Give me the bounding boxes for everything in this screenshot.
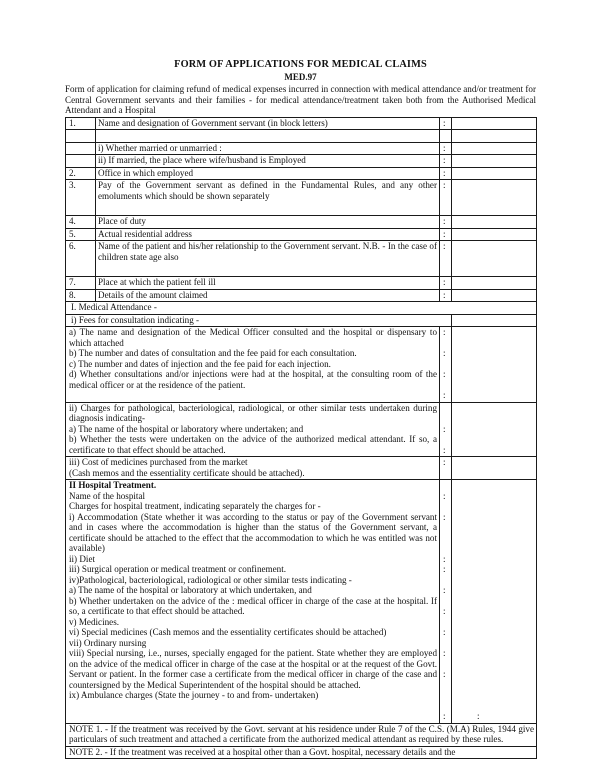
form-code: MED.97 — [284, 72, 317, 82]
row-colon: : — [443, 511, 446, 522]
medical-claim-form-table — [65, 117, 537, 759]
row-number — [66, 155, 96, 168]
colon-stack — [443, 327, 449, 401]
table-row — [66, 402, 537, 457]
note-2: NOTE 2. - If the treatment was received at a hospital other than a Govt. hospital, necessary details and the — [66, 746, 537, 759]
row-colon: : — [443, 423, 446, 434]
note-1: NOTE 1. - If the treatment was received by the Govt. servant at his residence under Rule 7 of the C.S. (M.A) Rules, 1944 give particulars of such treatment and attached a certificate from the authorized medical attendant as required by these rules. — [66, 723, 537, 746]
row-colon: : — [443, 553, 446, 564]
row-label: Pay of the Government servant as defined in the Fundamental Rules, and any other emoluments which should be shown separately — [96, 180, 440, 216]
row-colon: : — [440, 228, 452, 241]
fees-line-a: a) The name and designation of the Medical Officer consulted and the hospital or dispensary to which attached — [69, 327, 437, 348]
row-label — [96, 130, 440, 143]
row-answer-field[interactable] — [452, 216, 537, 229]
row-colon: : — [440, 457, 452, 480]
table-row — [66, 480, 537, 724]
hospital-line-charges: Charges for hospital treatment, indicating separately the charges for - — [69, 501, 321, 512]
row-number: 7. — [66, 277, 96, 290]
table-row — [66, 216, 537, 229]
hospital-treatment-block — [66, 480, 440, 724]
row-colon: : — [443, 711, 446, 722]
row-label: Name and designation of Government servant (in block letters) — [96, 117, 440, 130]
hospital-line-lab-name: a) The name of the hospital or laboratory at which undertaken, and — [69, 585, 312, 596]
hospital-line-diet: ii) Diet — [69, 553, 96, 564]
intro-paragraph: Form of application for claiming refund of medical expenses incurred in connection with medical attendance and/or treatment for Central Government servants and their families - for medical attendance/treatment taken both from the Authorised Medical Attendant and a Hospital — [65, 84, 536, 116]
section-heading-hospital-treatment: II Hospital Treatment. — [69, 480, 157, 491]
row-label: Actual residential address — [96, 228, 440, 241]
table-row — [66, 155, 537, 168]
row-colon: : — [443, 444, 446, 455]
tests-line-b: b) Whether the tests were undertaken on the advice of the authorized medical attendant. If so, a certificate to that effect should be attached. — [69, 434, 437, 455]
row-label: Place of duty — [96, 216, 440, 229]
row-colon: : — [443, 648, 446, 659]
table-row — [66, 289, 537, 302]
note-row — [66, 723, 537, 746]
row-colon: : — [443, 585, 446, 596]
table-row — [66, 314, 537, 327]
section-heading-medical-attendance: I. Medical Attendance - — [66, 302, 537, 315]
table-row — [66, 142, 537, 155]
row-label: i) Whether married or unmarried : — [96, 142, 440, 155]
table-row — [66, 228, 537, 241]
table-row — [66, 457, 537, 480]
row-colon: : — [443, 490, 446, 501]
hospital-line-special-nursing: viii) Special nursing, i.e., nurses, specially engaged for the patient. State whether they are employed on the advice of the medical officer in charge of the case at the hospital or at the request of the Govt. Servant or patient. In the former case a certificate from the medical officer in charge of the case and countersigned by the Medical Superintendent of the hospital should be attached. — [69, 648, 437, 690]
row-number: 4. — [66, 216, 96, 229]
row-colon: : — [440, 142, 452, 155]
row-answer-field[interactable] — [452, 314, 537, 327]
subsection-heading-fees: i) Fees for consultation indicating - — [66, 314, 452, 327]
table-row — [66, 241, 537, 277]
form-sheet — [65, 58, 536, 759]
row-colon: : — [440, 180, 452, 216]
row-label: Name of the patient and his/her relationship to the Government servant. N.B. - In the case of children state age also — [96, 241, 440, 277]
note-row — [66, 746, 537, 759]
row-answer-field[interactable] — [452, 327, 537, 403]
row-answer-field[interactable] — [452, 277, 537, 290]
fees-line-d: d) Whether consultations and/or injections were had at the hospital, at the consulting room of the medical officer or at the residence of the patient. — [69, 369, 437, 390]
fees-detail-block — [66, 327, 440, 403]
fees-line-b: b) The number and dates of consultation and the fee paid for each consultation. — [69, 348, 357, 359]
row-colon: : — [443, 564, 446, 575]
row-answer-field[interactable] — [452, 167, 537, 180]
hospital-line-surgical: iii) Surgical operation or medical treatment or confinement. — [69, 564, 286, 575]
row-colon: : — [443, 348, 446, 359]
section-heading-row — [66, 302, 537, 315]
hospital-line-name: Name of the hospital — [69, 490, 146, 501]
colon-stack — [443, 403, 449, 456]
hospital-line-ambulance: ix) Ambulance charges (State the journey - to and from- undertaken) — [69, 690, 319, 701]
table-row — [66, 327, 537, 403]
row-colon: : — [443, 327, 446, 338]
tests-line-a: a) The name of the hospital or laboratory where undertaken; and — [69, 423, 304, 434]
row-answer-field[interactable] — [452, 457, 537, 480]
hospital-line-pathological: iv)Pathological, bacteriological, radiological or other similar tests indicating - — [69, 574, 352, 585]
row-label: Place at which the patient fell ill — [96, 277, 440, 290]
row-colon: : — [440, 216, 452, 229]
medicines-line-iii: iii) Cost of medicines purchased from the market — [69, 457, 248, 468]
row-answer-field[interactable] — [452, 155, 537, 168]
row-colon: : — [440, 241, 452, 277]
row-colon: : — [440, 155, 452, 168]
row-answer-field[interactable] — [452, 289, 537, 302]
row-colon: : — [443, 369, 446, 380]
hospital-line-advice: b) Whether undertaken on the advice of the : medical officer in charge of the case at the hospital. If so, a certificate to that effect should be attached. — [69, 595, 437, 617]
fees-line-c: c) The number and dates of injection and the fee paid for each injection. — [69, 358, 331, 369]
table-row — [66, 277, 537, 290]
table-row — [66, 180, 537, 216]
row-colon: : — [440, 277, 452, 290]
row-number: 5. — [66, 228, 96, 241]
row-colon: : — [440, 289, 452, 302]
row-number: 3. — [66, 180, 96, 216]
row-number: 2. — [66, 167, 96, 180]
medicines-line-note: (Cash memos and the essentiality certificate should be attached). — [69, 467, 305, 478]
row-label: Details of the amount claimed — [96, 289, 440, 302]
row-number — [66, 130, 96, 143]
row-number — [66, 142, 96, 155]
row-answer-field[interactable] — [452, 117, 537, 130]
fees-colon-stack — [440, 327, 452, 403]
medicines-cost-block — [66, 457, 440, 480]
row-number: 1. — [66, 117, 96, 130]
row-number: 6. — [66, 241, 96, 277]
tests-charges-block — [66, 402, 440, 457]
hospital-line-special-medicines: vi) Special medicines (Cash memos and the essentiality certificates should be attached) — [69, 627, 387, 638]
page-title: FORM OF APPLICATIONS FOR MEDICAL CLAIMS — [174, 59, 427, 70]
row-answer-field[interactable] — [452, 241, 537, 277]
row-colon: : — [477, 711, 480, 722]
row-label: ii) If married, the place where wife/husband is Employed — [96, 155, 440, 168]
hospital-line-accommodation: i) Accommodation (State whether it was according to the status or pay of the Government servant and in cases where the accommodation is higher than the status of the Government servant, a certificate should be attached to the effect that the accommodation to which he was entitled was not available) — [69, 511, 437, 554]
row-colon: : — [443, 627, 446, 638]
hospital-line-ordinary-nursing: vii) Ordinary nursing — [69, 637, 147, 648]
row-answer-field[interactable] — [452, 142, 537, 155]
ambulance-answer-colon — [454, 480, 534, 722]
table-row-spacer — [66, 130, 537, 143]
row-answer-field[interactable] — [452, 480, 537, 724]
hospital-line-medicines: v) Medicines. — [69, 616, 120, 627]
table-row — [66, 167, 537, 180]
row-answer-field[interactable] — [452, 228, 537, 241]
row-colon — [440, 130, 452, 143]
row-colon: : — [443, 390, 446, 401]
row-colon: : — [443, 606, 446, 617]
table-row — [66, 117, 537, 130]
tests-line-ii: ii) Charges for pathological, bacteriological, radiological, or other similar tests undertaken during diagnosis indicating- — [69, 402, 437, 424]
row-number: 8. — [66, 289, 96, 302]
row-answer-field[interactable] — [452, 130, 537, 143]
row-colon: : — [440, 117, 452, 130]
row-answer-field[interactable] — [452, 180, 537, 216]
row-colon: : — [440, 167, 452, 180]
row-answer-field[interactable] — [452, 402, 537, 457]
row-colon: : — [443, 669, 446, 680]
row-label: Office in which employed — [96, 167, 440, 180]
colon-stack — [443, 480, 449, 722]
hospital-colon-stack — [440, 480, 452, 724]
tests-colon-stack — [440, 402, 452, 457]
